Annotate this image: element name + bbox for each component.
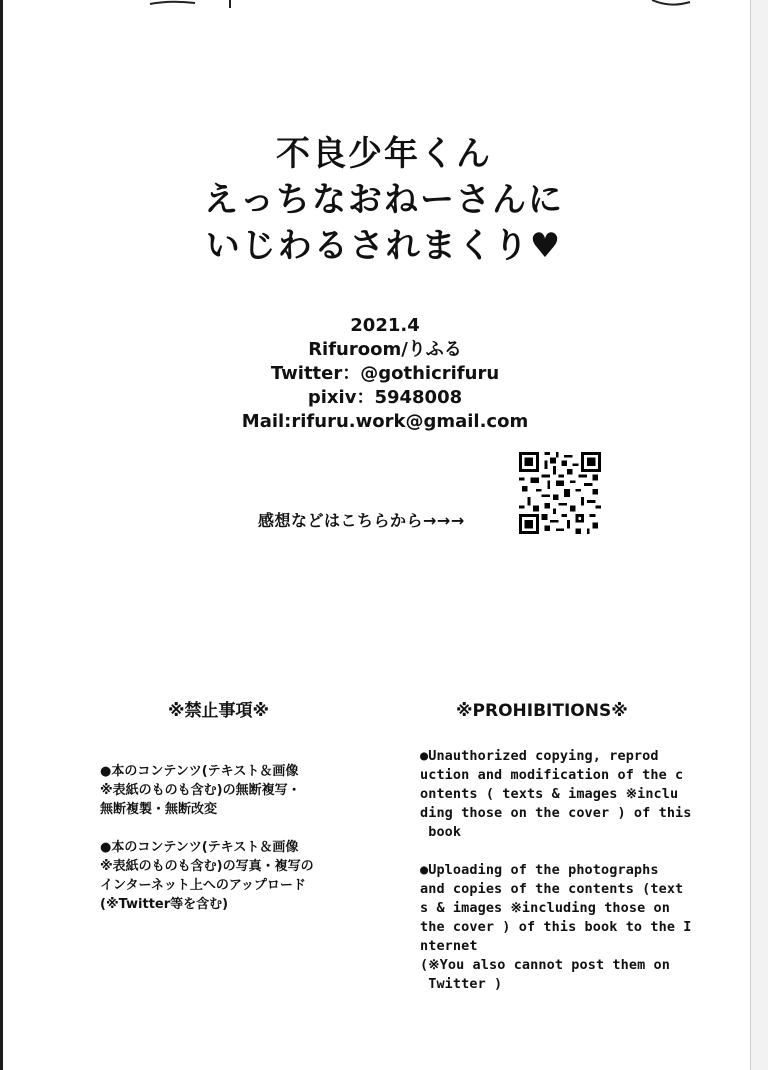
top-edge-artwork [0,0,768,10]
book-title-line-2: えっちなおねーさんに [204,180,564,220]
prohibitions-heading-en: ※PROHIBITIONS※ [456,701,628,721]
twitter-handle: Twitter：@gothicrifuru [270,363,500,384]
feedback-caption: 感想などはこちらから→→→ [258,511,465,530]
book-title-line-3: いじわるされまくり♥ [205,226,563,266]
contact-email: Mail:rifuru.work@gmail.com [241,411,529,432]
circle-name: Rifuroom/りふる [308,339,462,360]
qr-code-icon [519,452,601,534]
book-title-line-1: 不良少年くん [276,134,492,174]
prohibition-jp-item-2: ●本のコンテンツ(テキスト＆画像 ※表紙のものも含む)の写真・複写の インターネット上へのアップロード (※Twitter等を含む) [100,840,314,912]
prohibition-en-item-2: ●Uploading of the photographs and copies of the contents (text s & images ※including those on the cover ) of this book to the I nternet (※You also cannot post them on Twitter ) [420,862,692,992]
prohibitions-heading-jp: ※禁止事項※ [168,701,270,721]
prohibition-en-item-1: ●Unauthorized copying, reprod uction and modification of the c ontents ( texts & images ※inclu ding those on the cover ) of this book [420,748,692,840]
pixiv-id: pixiv：5948008 [307,387,463,408]
release-date: 2021.4 [350,315,420,336]
prohibition-jp-item-1: ●本のコンテンツ(テキスト＆画像 ※表紙のものも含む)の無断複写・ 無断複製・無断改変 [100,764,301,817]
